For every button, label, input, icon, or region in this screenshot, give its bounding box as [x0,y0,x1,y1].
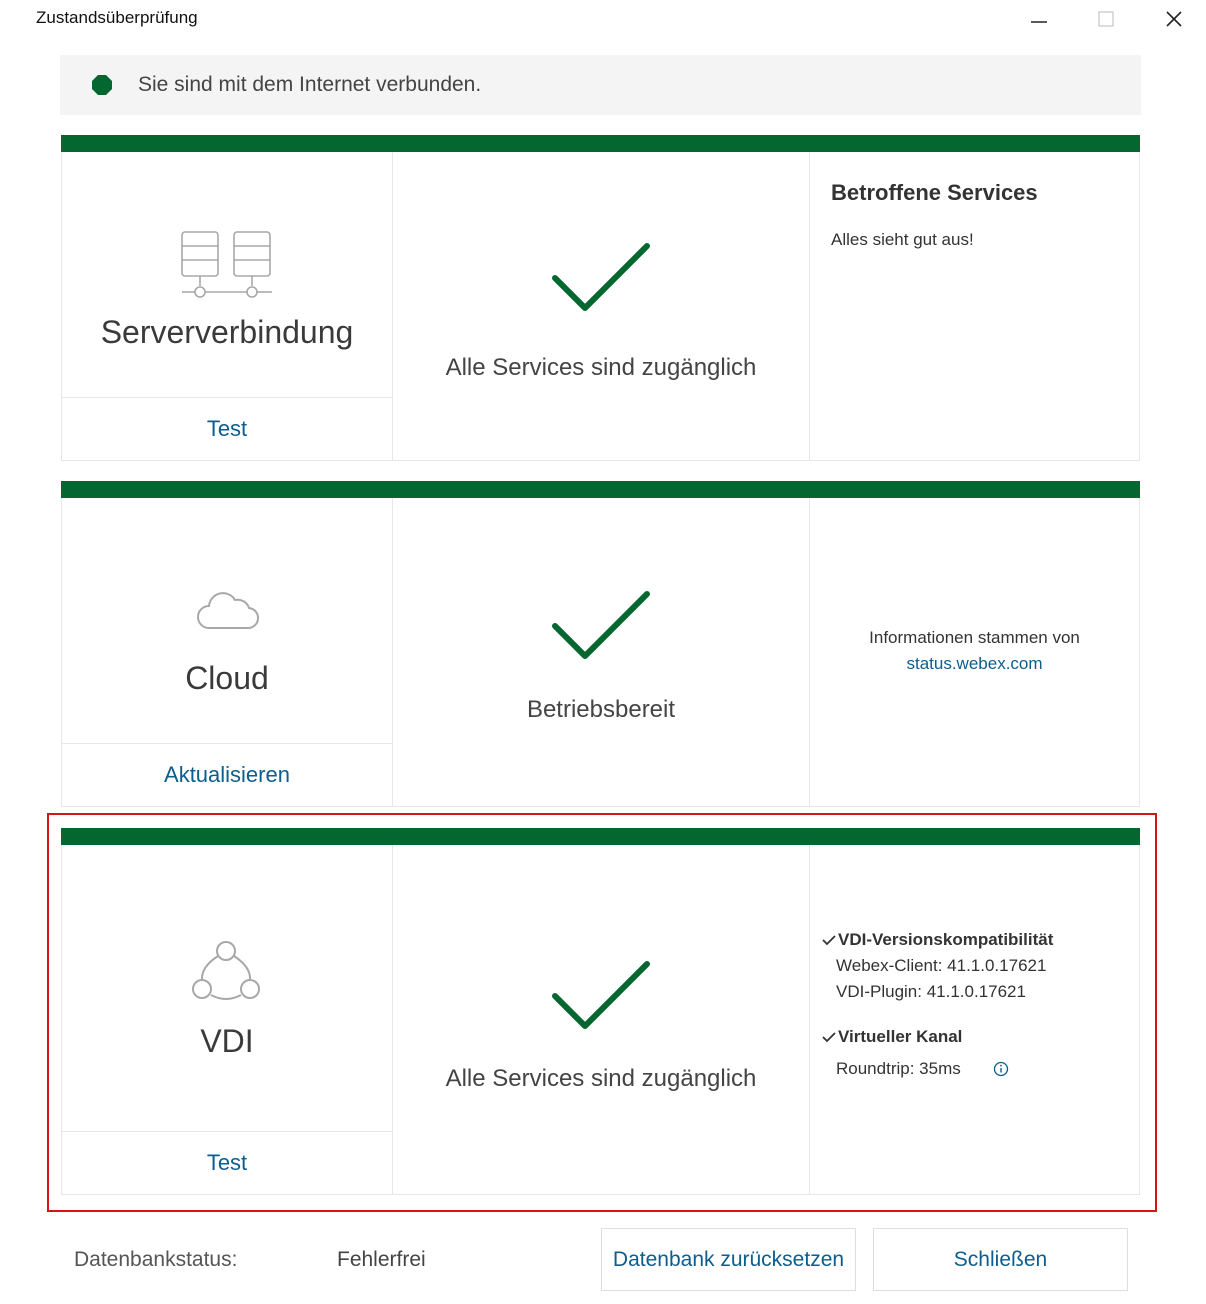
vdi-version-block [822,930,1053,1002]
cloud-status-text: Betriebsbereit [526,696,676,723]
cloud-info [810,498,1139,806]
server-status [393,152,810,460]
connection-status-icon [92,75,112,95]
cloud-status [393,498,810,806]
server-test-area [62,397,392,460]
affected-services [810,152,1139,460]
section-title: Serververbindung [100,314,354,350]
status-bar [61,481,1140,498]
minimize-button[interactable] [1016,4,1062,34]
vdi-test-area [62,1131,392,1194]
cloud-icon [195,586,259,632]
cloud-panel [61,481,1140,807]
check-icon [551,590,651,662]
small-check-icon [822,934,836,946]
cloud-info-text: Informationen stammen von [869,628,1080,647]
vdi-version-title: VDI-Versionskompatibilität [838,930,1054,949]
small-check-icon [822,1031,836,1043]
status-bar [61,828,1140,845]
section-title: VDI [200,1023,254,1059]
vdi-summary [62,845,393,1194]
roundtrip-row [836,1059,1009,1079]
roundtrip-text: Roundtrip: 35ms [836,1059,961,1078]
maximize-icon [1097,10,1115,28]
section-title: Cloud [185,660,269,696]
window-title: Zustandsüberprüfung [36,8,198,27]
close-window-button[interactable] [1151,4,1197,34]
virtual-channel-title: Virtueller Kanal [838,1027,963,1046]
close-icon [1165,10,1183,28]
server-summary [62,152,393,460]
vdi-plugin-version: VDI-Plugin: 41.1.0.17621 [836,982,1026,1001]
affected-services-title: Betroffene Services [831,180,1038,205]
status-webex-link[interactable]: status.webex.com [906,654,1043,673]
vdi-details [810,845,1139,1194]
connection-status-text: Sie sind mit dem Internet verbunden. [138,73,482,96]
db-status-value: Fehlerfrei [337,1248,426,1271]
webex-client-version: Webex-Client: 41.1.0.17621 [836,956,1047,975]
vdi-network-icon [191,939,261,1005]
minimize-icon [1030,10,1048,28]
server-connection-panel [61,135,1140,461]
virtual-channel-block [822,1027,1009,1079]
db-status-label: Datenbankstatus: [74,1248,238,1271]
virtual-channel-heading [822,1027,1009,1047]
title-bar [0,0,1206,40]
server-status-text: Alle Services sind zugänglich [445,354,757,381]
cloud-refresh-area [62,743,392,806]
vdi-panel [61,828,1140,1195]
affected-services-text: Alles sieht gut aus! [831,230,974,249]
server-test-link[interactable]: Test [206,416,248,441]
cloud-refresh-link[interactable]: Aktualisieren [164,762,290,787]
check-icon [551,960,651,1032]
connection-banner [60,55,1141,115]
vdi-status-text: Alle Services sind zugänglich [445,1065,757,1092]
cloud-info-block [810,628,1139,674]
vdi-test-link[interactable]: Test [206,1150,248,1175]
vdi-status [393,845,810,1194]
check-icon [551,242,651,314]
close-button[interactable]: Schließen [873,1228,1128,1291]
reset-database-button[interactable]: Datenbank zurücksetzen [601,1228,856,1291]
maximize-button[interactable] [1083,4,1129,34]
info-icon[interactable] [993,1061,1009,1077]
cloud-summary [62,498,393,806]
status-bar [61,135,1140,152]
vdi-version-heading [822,930,1053,950]
server-icon [180,230,274,298]
